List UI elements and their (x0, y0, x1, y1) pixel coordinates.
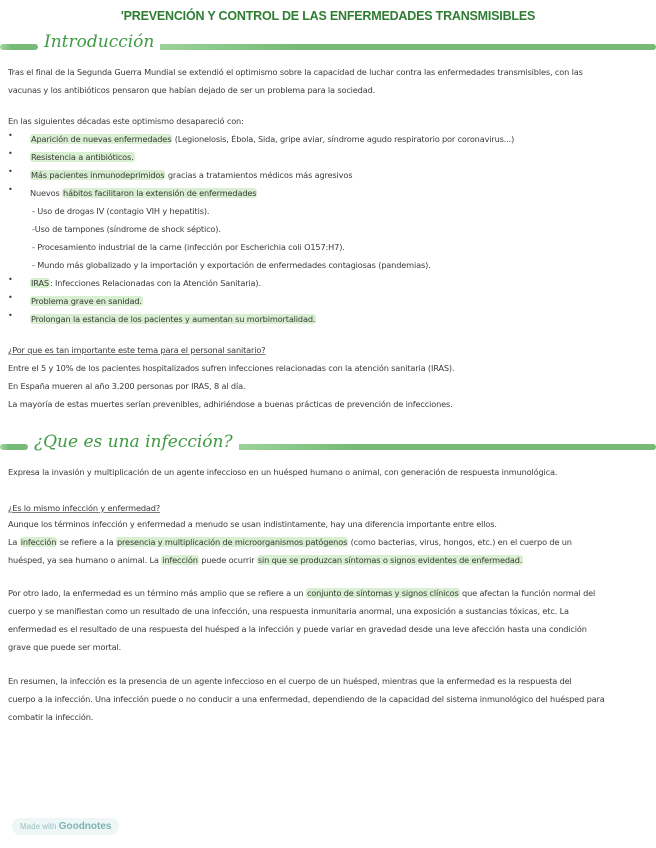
list-item-pre: Nuevos (30, 188, 63, 198)
list-item (30, 130, 514, 148)
text-run: Por otro lado, la enfermedad es un término más amplio que se refiere a un (8, 588, 306, 598)
bullet-dot: • (8, 292, 13, 302)
highlight: Resistencia a antibióticos. (31, 152, 134, 162)
question-text: ¿Es lo mismo infección y enfermedad? (8, 503, 161, 513)
section-heading: ¿Que es una infección? (28, 432, 239, 452)
highlight: Problema grave en sanidad. (31, 296, 142, 306)
text-run: huésped, ya sea humano o animal. La (8, 555, 162, 565)
text-run: se refiere a la (57, 537, 116, 547)
text-run: (como bacterias, virus, hongos, etc.) en el cuerpo de un (348, 537, 572, 547)
highlight: hábitos facilitaron la extensión de enfermedades (63, 188, 257, 198)
sub-item: - Mundo más globalizado y la importación y exportación de enfermedades contagiosas (pandemias). (32, 260, 431, 270)
paragraph-line: combatir la infección. (8, 712, 94, 722)
paragraph-line (8, 584, 648, 602)
paragraph-line: En resumen, la infección es la presencia de un agente infeccioso en el cuerpo de un huésped, mientras que la enfermedad es la respuesta del (8, 676, 572, 686)
text-run: La (8, 537, 20, 547)
highlight: infección (162, 555, 198, 565)
question-text: ¿Por que es tan importante este tema para el personal sanitario? (8, 345, 266, 355)
header-bar-right (140, 44, 656, 50)
list-lead: En las siguientes décadas este optimismo desapareció con: (8, 116, 244, 126)
highlight: conjunto de síntomas y signos clínicos (306, 588, 459, 598)
list-item (30, 292, 143, 310)
section-introduccion-header (0, 30, 656, 60)
paragraph-line: Aunque los términos infección y enfermedad a menudo se usan indistintamente, hay una diferencia importante entre ellos. (8, 519, 497, 529)
highlight: IRAS (31, 278, 49, 288)
answer-line-1: Entre el 5 y 10% de los pacientes hospitalizados sufren infecciones relacionadas con la atención sanitaria (IRAS). (8, 363, 455, 373)
bullet-dot: • (8, 274, 13, 284)
highlight: Aparición de nuevas enfermedades (31, 134, 172, 144)
highlight: infección (20, 537, 57, 547)
highlight: Prolongan la estancia de los pacientes y aumentan su morbimortalidad. (31, 314, 316, 324)
bullet-dot: • (8, 148, 13, 158)
list-item-rest: : Infecciones Relacionadas con la Atención Sanitaria). (49, 278, 261, 288)
answer-line-3: La mayoría de estas muertes serían prevenibles, adhiriéndose a buenas prácticas de prevención de infecciones. (8, 399, 453, 409)
bullet-dot: • (8, 310, 13, 320)
paragraph-line: cuerpo y se manifiestan como un resultado de una infección, una respuesta inmunitaria anormal, una exposición a sustancias tóxicas, etc. La (8, 606, 569, 616)
document-title: 'PREVENCIÓN Y CONTROL DE LAS ENFERMEDADES TRANSMISIBLES (120, 9, 536, 23)
list-item (30, 274, 261, 292)
question (8, 341, 648, 359)
paragraph-line: enfermedad es el resultado de una respuesta del huésped a la infección y puede variar en gravedad desde una leve afección hasta una condición (8, 624, 587, 634)
highlight: presencia y multiplicación de microorganismos patógenos (116, 537, 348, 547)
goodnotes-badge[interactable] (12, 818, 119, 835)
header-bar-left (0, 444, 28, 450)
text-run: que afectan la función normal del (459, 588, 596, 598)
header-bar-left (0, 44, 38, 50)
paragraph-line (8, 533, 648, 551)
sub-item: - Procesamiento industrial de la carne (infección por Escherichia coli O157:H7). (32, 242, 345, 252)
sub-item: -Uso de tampones (síndrome de shock séptico). (32, 224, 221, 234)
intro-line-1: Tras el final de la Segunda Guerra Mundial se extendió el optimismo sobre la capacidad de luchar contra las enfermedades transmisibles, con las (8, 67, 583, 77)
highlight: Más pacientes inmunodeprimidos (31, 170, 165, 180)
list-item (30, 166, 352, 184)
intro-line-2: vacunas y los antibióticos pensaron que habían dejado de ser un problema para la sociedad. (8, 85, 376, 95)
bullet-dot: • (8, 166, 13, 176)
badge-brand: Goodnotes (58, 821, 112, 832)
paragraph-line: grave que puede ser mortal. (8, 642, 122, 652)
sub-item: - Uso de drogas IV (contagio VIH y hepatitis). (32, 206, 210, 216)
bullet-dot: • (8, 184, 13, 194)
text-run: puede ocurrir (198, 555, 257, 565)
list-item (30, 184, 257, 202)
section-infeccion-header (0, 430, 656, 460)
header-bar-right (222, 444, 656, 450)
paragraph-line: cuerpo a la infección. Una infección puede o no conducir a una enfermedad, dependiendo de la capacidad del sistema inmunológico del huésped para (8, 694, 605, 704)
paragraph-line (8, 551, 648, 569)
list-item (30, 148, 135, 166)
badge-prefix: Made with (20, 822, 57, 831)
highlight: sin que se produzcan síntomas o signos evidentes de enfermedad. (257, 555, 523, 565)
list-item (30, 310, 316, 328)
section-heading: Introducción (38, 32, 160, 52)
list-item-rest: gracias a tratamientos médicos más agresivos (165, 170, 353, 180)
definition: Expresa la invasión y multiplicación de un agente infeccioso en un huésped humano o animal, con generación de respuesta inmunológica. (8, 467, 558, 477)
answer-line-2: En España mueren al año 3.200 personas por IRAS, 8 al día. (8, 381, 246, 391)
list-item-rest: (Legionelosis, Ébola, Sida, gripe aviar, síndrome agudo respiratorio por coronavirus...) (172, 134, 515, 144)
bullet-dot: • (8, 130, 13, 140)
